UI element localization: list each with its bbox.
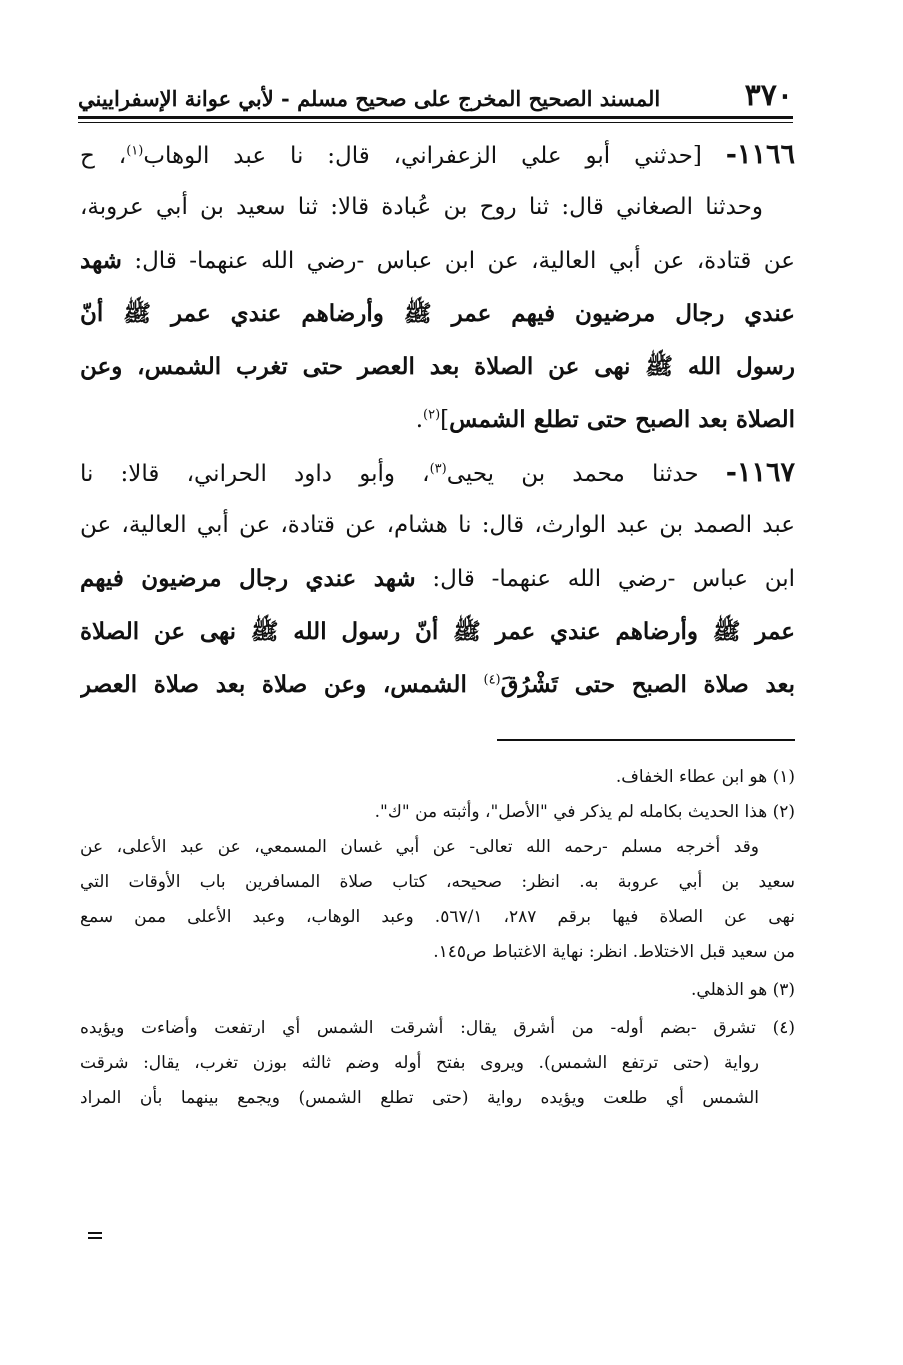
page-header [78,70,793,114]
hadith-number: ١١٦٦- [725,139,795,170]
main-text [80,128,795,711]
header-rule-thin [78,122,793,123]
text-line: وحدثنا الصغاني قال: ثنا روح بن عُبادة قالا: ثنا سعيد بن أبي عروبة، [80,194,763,220]
running-title: المسند الصحيح المخرج على صحيح مسلم - لأبي عوانة الإسفراييني [78,86,661,111]
footnote-line: سعيد بن أبي عروبة به. انظر: صحيحه، كتاب صلاة المسافرين باب الأوقات التي [80,872,795,892]
footnote-line: نهى عن الصلاة فيها برقم ٢٨٧، ٥٦٧/١. وعبد الوهاب، وعبد الأعلى ممن سمع [80,907,795,927]
text-line: عبد الصمد بن عبد الوارث، قال: نا هشام، عن قتادة، عن أبي العالية، عن [80,512,795,538]
hadith-number: ١١٦٧- [725,457,795,488]
footnote-line: الشمس أي طلعت ويؤيده رواية (حتى تطلع الشمس) ويجمع بينهما بأن المراد [80,1088,759,1108]
text-line: ابن عباس -رضي الله عنهما- قال: شهد عندي رجال مرضيون فيهم [80,565,795,592]
footnote-line: من سعيد قبل الاختلاط. انظر: نهاية الاغتباط ص١٤٥. [433,942,795,962]
page-number: ٣٧٠ [744,78,793,113]
footnote-ref: (٤) [483,672,501,688]
text-line: الصلاة بعد الصبح حتى تطلع الشمس]$^{(٢)}$. [415,406,795,433]
footnote-line: رواية (حتى ترتفع الشمس). ويروى بفتح أوله وضم ثالثه بوزن تغرب، يقال: شرقت [80,1053,759,1073]
continuation-mark [88,1232,102,1240]
text-line: ١١٦٦- [حدثني أبو علي الزعفراني، قال: نا عبد الوهاب$^{(١)}$، ح [80,139,795,170]
text-line: عمر ﷺ وأرضاهم عندي عمر ﷺ أنّ رسول الله ﷺ نهى عن الصلاة [80,618,795,645]
footnote-ref: (٢) [423,407,441,423]
footnote-line: (١) هو ابن عطاء الخفاف. [615,767,795,787]
text-line: رسول الله ﷺ نهى عن الصلاة بعد العصر حتى تغرب الشمس، وعن [80,353,795,380]
footnotes [80,760,795,1116]
text-line: بعد صلاة الصبح حتى تَشْرُقَ$^{(٤)}$ الشمس، وعن صلاة بعد صلاة العصر [80,671,795,698]
footnote-separator [497,739,795,741]
text-line: عندي رجال مرضيون فيهم عمر ﷺ وأرضاهم عندي عمر ﷺ أنّ [80,300,795,327]
footnote-ref: (٣) [429,461,447,477]
text-line: عن قتادة، عن أبي العالية، عن ابن عباس -رضي الله عنهما- قال: شهد [80,247,795,274]
footnote-line: (٢) هذا الحديث بكامله لم يذكر في "الأصل"، وأثبته من "ك". [374,802,795,822]
text-line: ١١٦٧- حدثنا محمد بن يحيى$^{(٣)}$، وأبو داود الحراني، قالا: نا [80,457,795,488]
footnote-line: وقد أخرجه مسلم -رحمه الله تعالى- عن أبي غسان المسمعي، عن عبد الأعلى، عن [80,837,759,857]
footnote-line: (٤) تشرق -بضم أوله- من أشرق يقال: أشرقت الشمس أي ارتفعت وأضاءت ويؤيده [80,1018,795,1038]
footnote-ref: (١) [126,143,144,159]
footnote-line: (٣) هو الذهلي. [691,980,795,1000]
header-rule-thick [78,116,793,119]
